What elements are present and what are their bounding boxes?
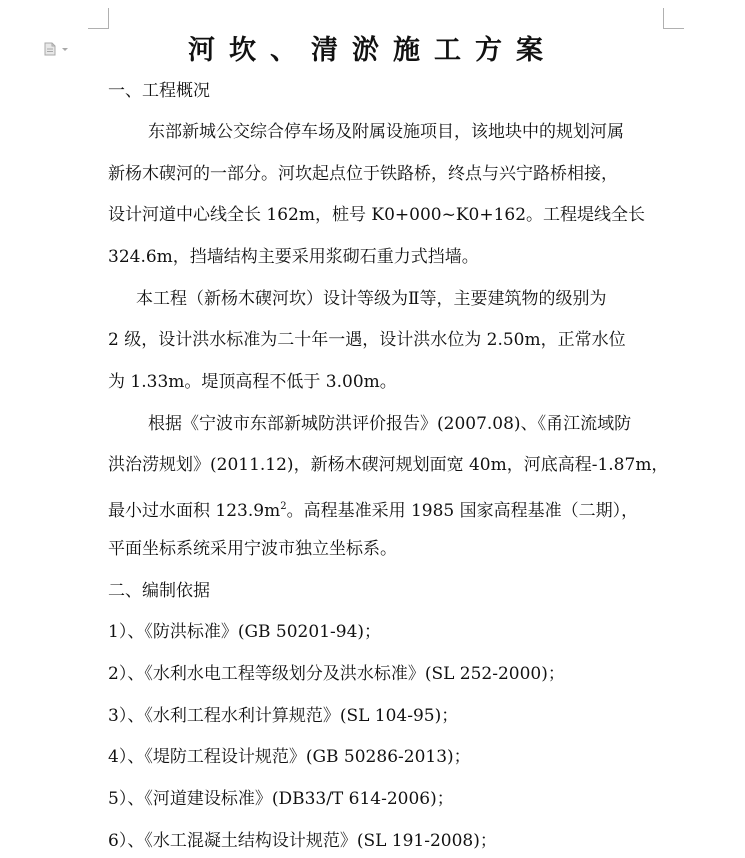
paragraph-line: 为 1.33m。堤顶高程不低于 3.00m。 (108, 372, 397, 392)
section-heading-basis: 二、编制依据 (108, 581, 210, 601)
paragraph-line: 本工程（新杨木碶河坎）设计等级为Ⅱ等，主要建筑物的级别为 (136, 289, 607, 309)
list-item: 3）、《水利工程水利计算规范》(SL 104-95)； (108, 706, 459, 726)
list-item: 6）、《水工混凝土结构设计规范》(SL 191-2008)； (108, 831, 497, 851)
paragraph-line: 324.6m，挡墙结构主要采用浆砌石重力式挡墙。 (108, 247, 479, 267)
document-title: 河坎、清淤施工方案 (188, 35, 557, 66)
superscript-exponent: 2 (280, 501, 287, 512)
paragraph-line: 洪治涝规划》(2011.12)，新杨木碶河规划面宽 40m，河底高程-1.87m， (108, 455, 669, 475)
area-text: 最小过水面积 123.9m (108, 501, 281, 521)
paragraph-line: 平面坐标系统采用宁波市独立坐标系。 (108, 539, 397, 559)
paragraph-line (108, 492, 638, 526)
list-item: 1）、《防洪标准》(GB 50201-94)； (108, 622, 382, 642)
section-heading-overview: 一、工程概况 (108, 81, 210, 101)
paragraph-line: 设计河道中心线全长 162m，桩号 K0+000~K0+162。工程堤线全长 (108, 205, 646, 225)
margin-corner-mark-left (88, 8, 109, 29)
paragraph-line: 根据《宁波市东部新城防洪评价报告》(2007.08)、《甬江流域防 (148, 414, 632, 434)
paragraph-line: 东部新城公交综合停车场及附属设施项目，该地块中的规划河属 (148, 122, 624, 142)
list-item: 5）、《河道建设标准》(DB33/T 614-2006)； (108, 789, 454, 809)
list-item: 2）、《水利水电工程等级划分及洪水标准》(SL 252-2000)； (108, 664, 565, 684)
paragraph-line: 新杨木碶河的一部分。河坎起点位于铁路桥，终点与兴宁路桥相接， (108, 164, 618, 184)
list-item: 4）、《堤防工程设计规范》(GB 50286-2013)； (108, 747, 471, 767)
margin-corner-mark-right (663, 8, 684, 29)
datum-text: 。高程基准采用 1985 国家高程基准（二期）， (286, 501, 639, 521)
paragraph-line: 2 级，设计洪水标准为二十年一遇，设计洪水位为 2.50m，正常水位 (108, 330, 626, 350)
